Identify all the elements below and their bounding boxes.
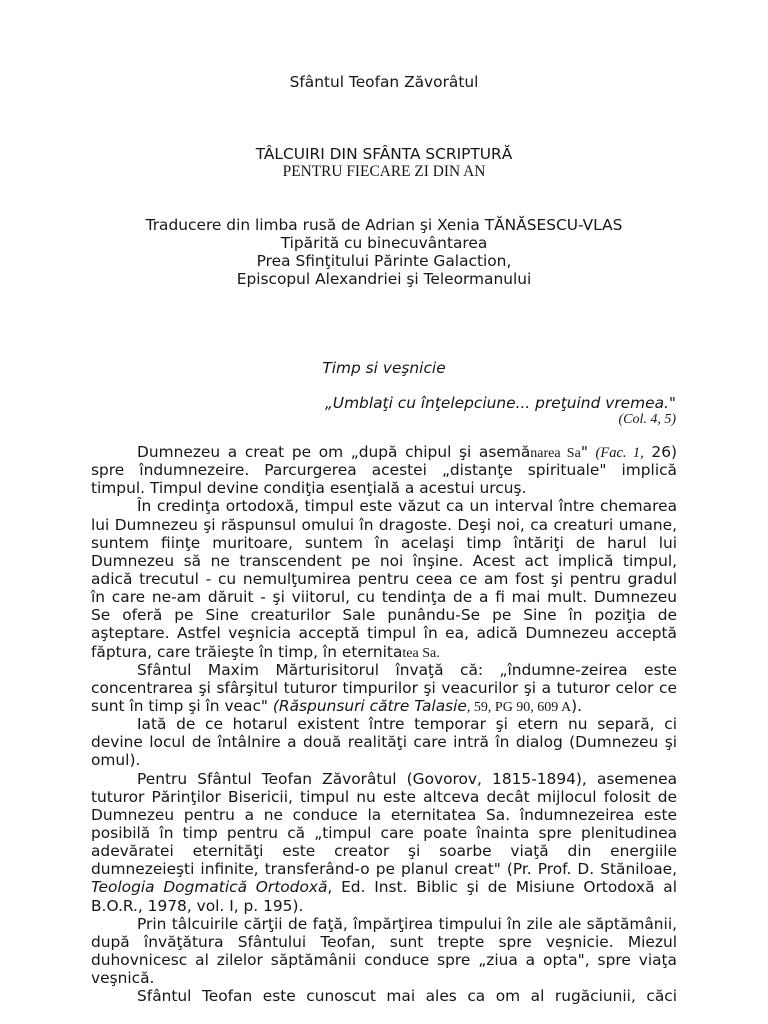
- text-line: [91, 516, 677, 534]
- text-segment: 26): [643, 443, 678, 461]
- text-line: [91, 479, 677, 497]
- blessing-line: Tipărită cu binecuvântarea: [280, 234, 488, 252]
- line-text: în care ne-am dăruit - şi viitorul, cu tendinţa de a fi mai mult. Dumnezeu: [91, 588, 677, 607]
- text-line: [91, 788, 677, 806]
- text-line: [91, 697, 677, 715]
- text-line: [91, 751, 677, 769]
- line-text: spre îndumnezeire. Parcurgerea acestei „distanţe spirituale" implică: [91, 461, 677, 480]
- text-line: [91, 806, 677, 824]
- blessing-bishop-line: Prea Sfinţitului Părinte Galaction,: [256, 252, 512, 270]
- text-line: [91, 933, 677, 951]
- epigraph-reference: (Col. 4, 5): [618, 412, 676, 427]
- text-line: [91, 733, 677, 751]
- paragraph: [91, 915, 677, 988]
- text-line: [91, 624, 677, 642]
- line-text: posibilă în timp pentru că „timpul care poate înainta spre plenitudinea: [91, 823, 677, 842]
- text-line: [91, 661, 677, 679]
- book-subtitle: PENTRU FIECARE ZI DIN AN: [282, 163, 486, 180]
- text-segment-serif: tea Sa.: [402, 645, 440, 661]
- text-line: [91, 860, 677, 878]
- line-text: [91, 878, 677, 896]
- text-line: [91, 606, 677, 624]
- translation-credit: Traducere din limba rusă de Adrian şi Xenia TĂNĂSESCU-VLAS: [145, 216, 623, 234]
- text-line: [91, 951, 677, 969]
- paragraph: [91, 770, 677, 915]
- line-text: B.O.R., 1978, vol. I, p. 195).: [91, 896, 304, 915]
- text-line: [91, 570, 677, 588]
- line-text: timpul. Timpul devine condiţia esenţială a acestui urcuş.: [91, 479, 527, 498]
- text-line: [91, 915, 677, 933]
- line-text: aşteptare. Astfel veşnicia acceptă timpul în ea, adică Dumnezeu acceptă: [91, 624, 677, 643]
- line-text: veşnică.: [91, 969, 155, 988]
- text-segment: făptura, care trăieşte în timp, în eternita: [91, 642, 403, 661]
- text-line: [91, 497, 677, 515]
- text-line: [91, 987, 677, 1005]
- text-line: [91, 588, 677, 606]
- line-text: În credinţa ortodoxă, timpul este văzut ca un interval între chemarea: [137, 497, 677, 516]
- blessing-see-line: Episcopul Alexandriei şi Teleormanului: [236, 270, 532, 288]
- line-text: dumnezeieşti infinite, transferând-o pe planul creat" (Pr. Prof. D. Stăniloae,: [91, 860, 677, 879]
- line-text: omul).: [91, 751, 141, 770]
- line-text: Dumnezeu pentru a ne conduce la eternitatea Sa. îndumnezeirea este: [91, 805, 677, 824]
- line-text: tuturor Părinţilor Bisericii, timpul nu este altceva decât mijlocul folosit de: [91, 787, 677, 806]
- line-text: Sfântul Maxim Mărturisitorul învaţă că: „îndumne-zeirea este: [137, 660, 677, 679]
- line-text: [91, 697, 582, 717]
- text-segment: ).: [571, 696, 583, 715]
- source-reference: , 59, PG 90, 609 A: [466, 699, 572, 715]
- text-segment: ": [580, 443, 596, 461]
- text-segment-serif: narea Sa: [530, 446, 581, 461]
- text-segment: sunt în timp şi în veac": [91, 696, 273, 715]
- line-text: Se oferă pe Sine creaturilor Sale punându-Se pe Sine în poziţia de: [91, 606, 677, 625]
- line-text: adică trecutul - cu nemulţumirea pentru ceea ce am fost şi pentru gradul: [91, 569, 677, 588]
- text-line: [91, 443, 677, 461]
- line-text: [137, 443, 677, 463]
- text-line: [91, 897, 677, 915]
- text-line: [91, 679, 677, 697]
- source-title: (Răspunsuri către Talasie: [272, 696, 467, 715]
- line-text: Iată de ce hotarul existent între temporar şi etern nu separă, ci: [137, 715, 677, 734]
- book-author: Sfântul Teofan Zăvorâtul: [289, 73, 479, 91]
- paragraph: [91, 443, 677, 497]
- section-heading: Timp si veşnicie: [322, 359, 446, 377]
- book-title: TÂLCUIRI DIN SFÂNTA SCRIPTURĂ: [255, 145, 513, 163]
- text-segment: , Ed. Inst. Biblic şi de Misiune Ortodoxă al: [327, 878, 678, 897]
- paragraph: [91, 987, 677, 1005]
- line-text: Dumnezeu să ne transcendent pe noi înşine. Acest act implică timpul,: [91, 551, 677, 570]
- text-segment: Dumnezeu a creat pe om „după chipul şi asemă: [137, 443, 531, 461]
- text-line: [91, 552, 677, 570]
- text-line: [91, 534, 677, 552]
- text-line: [91, 824, 677, 842]
- line-text: [91, 643, 440, 663]
- body-text: [91, 443, 677, 1005]
- line-text: concentrarea şi sfârşitul tuturor timpurilor şi veacurilor şi a tuturor celor ce: [91, 678, 677, 697]
- line-text: duhovnicesc al zilelor săptămânii conduce spre „ziua a opta", spre viaţa: [91, 950, 677, 969]
- line-text: după învăţătura Sfântului Teofan, sunt trepte spre veşnicie. Miezul: [91, 932, 677, 951]
- line-text: lui Dumnezeu şi răspunsul omului în dragoste. Deşi noi, ca creaturi umane,: [91, 515, 677, 534]
- paragraph: [91, 661, 677, 715]
- text-line: [91, 878, 677, 896]
- line-text: Prin tâlcuirile cărţii de faţă, împărţirea timpului în zile ale săptămânii,: [137, 914, 677, 933]
- line-text: suntem fiinţe muritoare, suntem în acelaşi timp întăriţi de harul lui: [91, 533, 677, 552]
- line-text: Pentru Sfântul Teofan Zăvorâtul (Govorov, 1815-1894), asemenea: [137, 769, 677, 788]
- text-line: [91, 770, 677, 788]
- paragraph: [91, 497, 677, 660]
- text-line: [91, 461, 677, 479]
- line-text: devine locul de întâlnire a două realităţi care intră în dialog (Dumnezeu şi: [91, 733, 677, 752]
- text-line: [91, 715, 677, 733]
- epigraph-quote: „Umblaţi cu înţelepciune... preţuind vremea.": [324, 394, 676, 412]
- text-line: [91, 643, 677, 661]
- scripture-reference: (Fac. 1,: [595, 445, 644, 461]
- line-text: adevăratei eternităţi este creator şi soarbe viaţă din energiile: [91, 842, 677, 861]
- text-line: [91, 969, 677, 987]
- paragraph: [91, 715, 677, 769]
- line-text: Sfântul Teofan este cunoscut mai ales ca om al rugăciunii, căci: [137, 987, 677, 1006]
- text-line: [91, 842, 677, 860]
- cited-book-title: Teologia Dogmatică Ortodoxă: [91, 878, 328, 897]
